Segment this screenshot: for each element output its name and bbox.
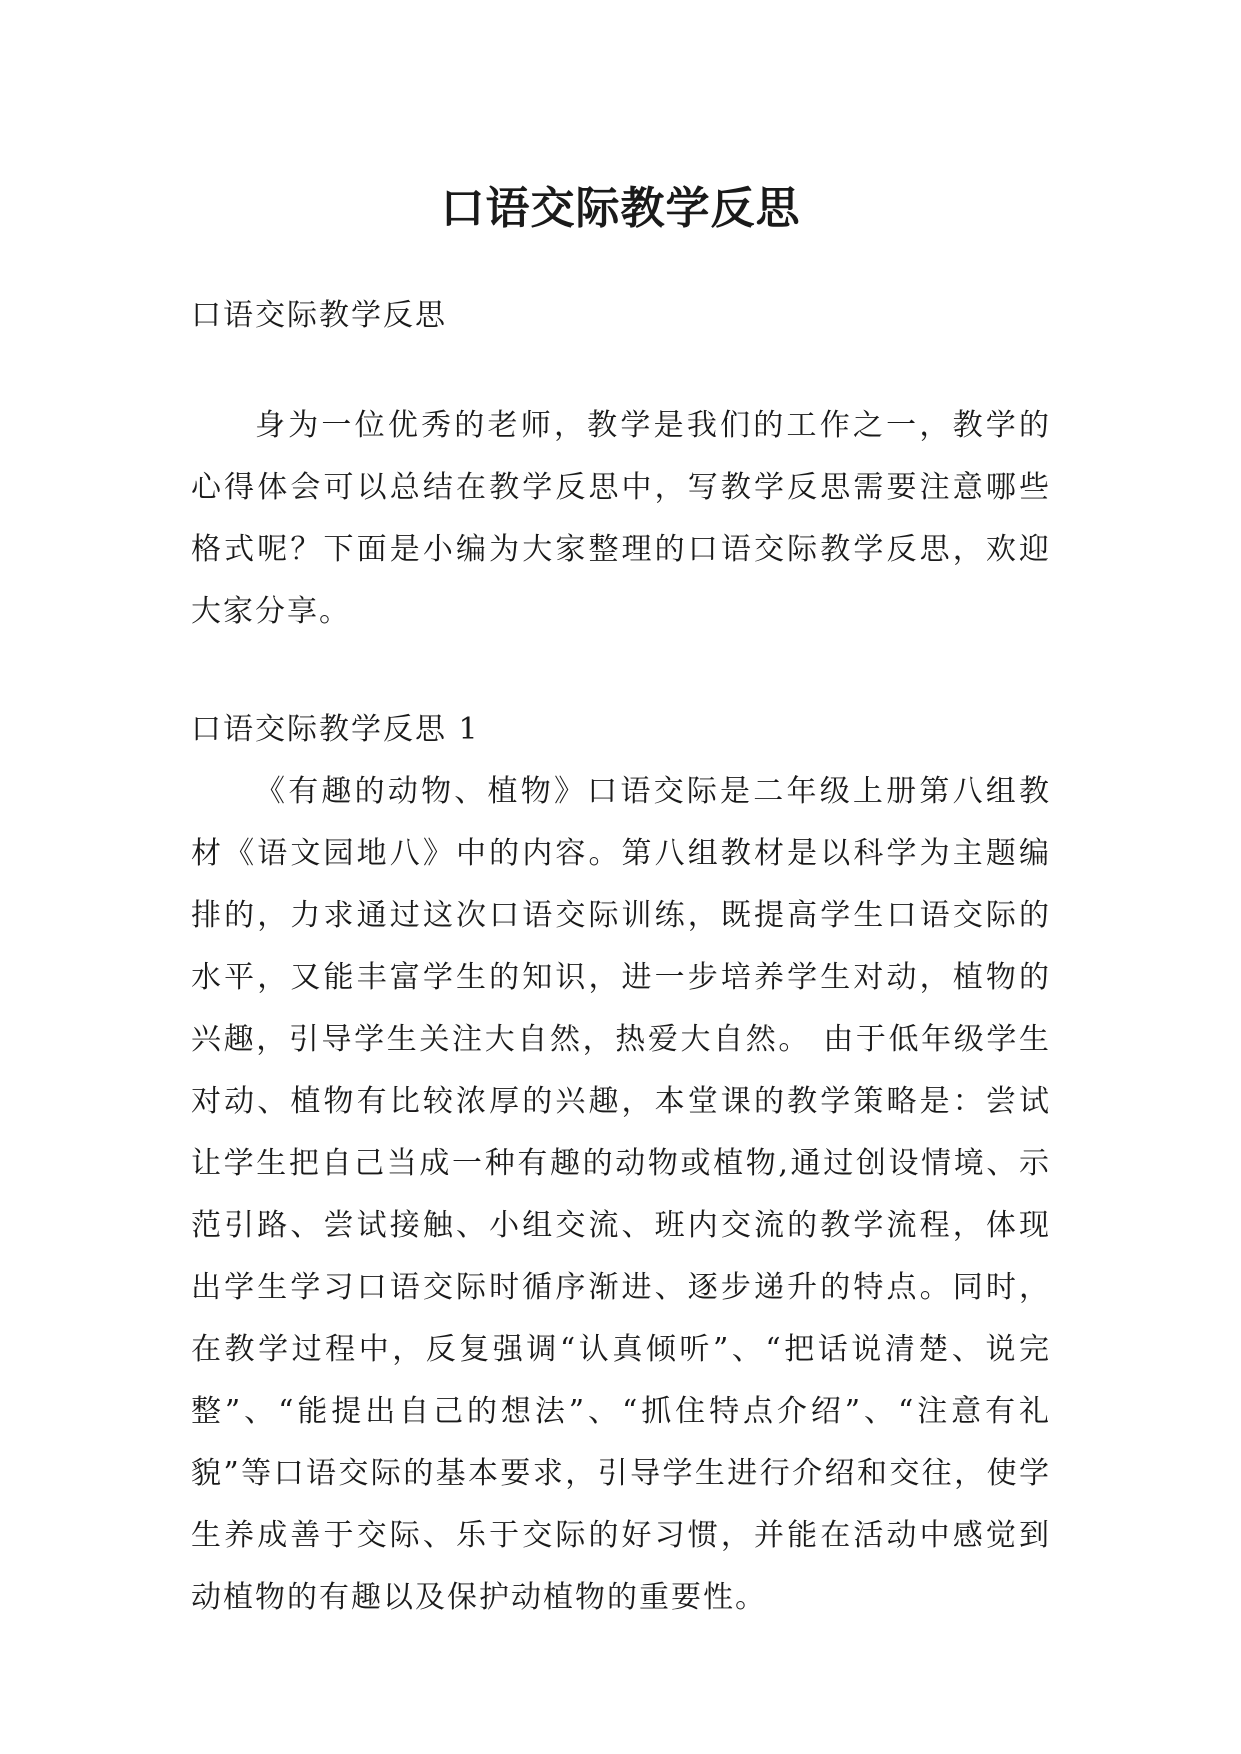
document-subtitle: 口语交际教学反思 [191,298,447,333]
section-heading: 口语交际教学反思 1 [191,712,480,747]
intro-paragraph: 身为一位优秀的老师，教学是我们的工作之一，教学的心得体会可以总结在教学反思中，写教学反思需要注意哪些格式呢？下面是小编为大家整理的口语交际教学反思，欢迎大家分享。 [191,408,1051,629]
document-title: 口语交际教学反思 [440,183,801,235]
section-paragraph: 《有趣的动物、植物》口语交际是二年级上册第八组教材《语文园地八》中的内容。第八组教材是以科学为主题编排的，力求通过这次口语交际训练，既提高学生口语交际的水平，又能丰富学生的知识，进一步培养学生对动，植物的兴趣，引导学生关注大自然，热爱大自然。 由于低年级学生对动、植物有比较浓厚的兴趣，本堂课的教学策略是：尝试让学生把自己当成一种有趣的动物或植物,通过创设情境、示范引路、尝试接触、小组交流、班内交流的教学流程，体现出学生学习口语交际时循序渐进、逐步递升的特点。同时，在教学过程中，反复强调“认真倾听”、“把话说清楚、说完整”、“能提出自己的想法”、“抓住特点介绍”、“注意有礼貌”等口语交际的基本要求，引导学生进行介绍和交往，使学生养成善于交际、乐于交际的好习惯，并能在活动中感觉到动植物的有趣以及保护动植物的重要性。 [191,774,1051,1615]
document-body [191,285,1051,1629]
